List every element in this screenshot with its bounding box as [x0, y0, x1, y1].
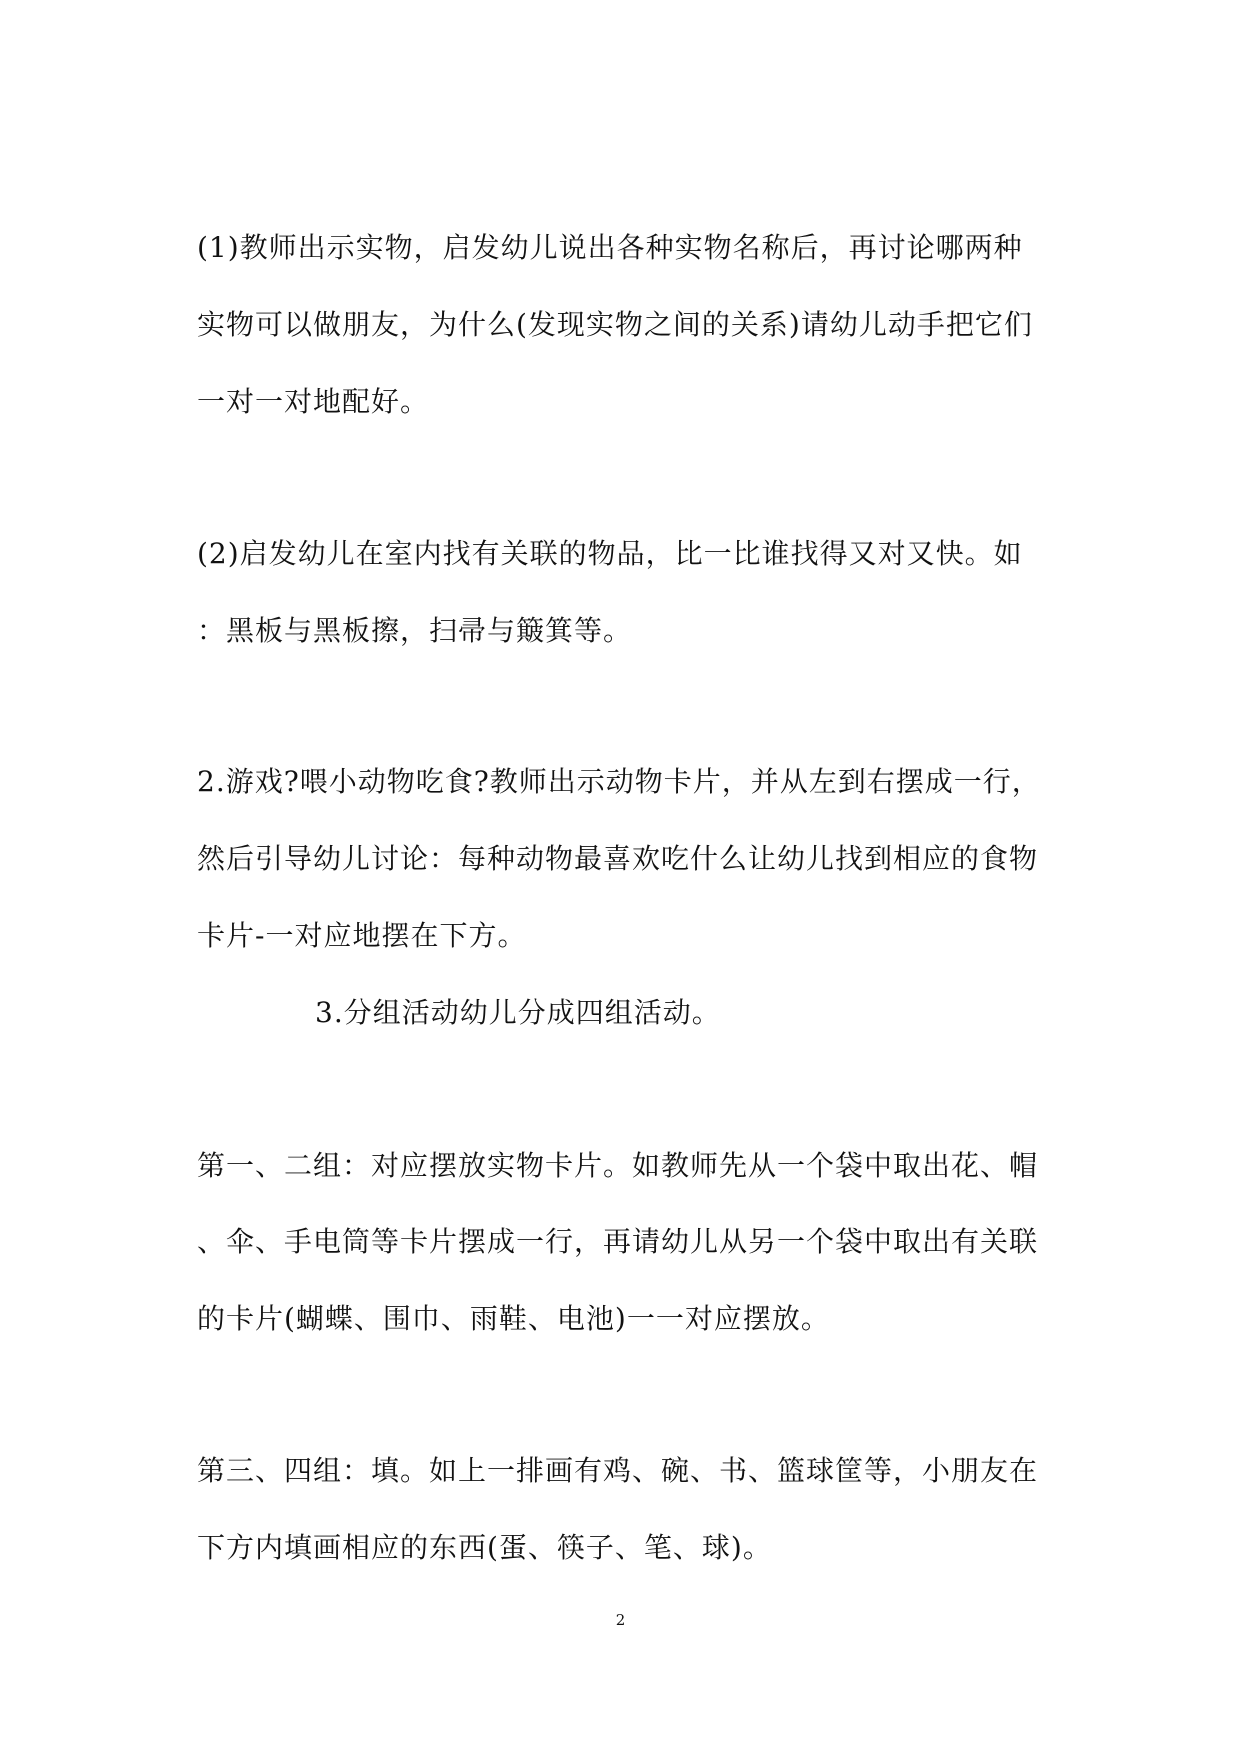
text-line: ：黑板与黑板擦，扫帚与簸箕等。 [197, 614, 633, 647]
text-line: 第三、四组：填。如上一排画有鸡、碗、书、篮球筐等，小朋友在 [197, 1454, 1039, 1487]
text-line: 实物可以做朋友，为什么(发现实物之间的关系)请幼儿动手把它们 [197, 308, 1033, 341]
page-number: 2 [615, 1611, 626, 1629]
text-line: 一对一对地配好。 [197, 385, 430, 418]
text-line: 、伞、手电筒等卡片摆成一行，再请幼儿从另一个袋中取出有关联 [197, 1225, 1039, 1258]
text-line: (2)启发幼儿在室内找有关联的物品，比一比谁找得又对又快。如 [197, 537, 1023, 570]
text-line: 第一、二组：对应摆放实物卡片。如教师先从一个袋中取出花、帽 [197, 1149, 1039, 1182]
text-line: (1)教师出示实物，启发幼儿说出各种实物名称后，再讨论哪两种 [197, 231, 1023, 264]
text-line: 下方内填画相应的东西(蛋、筷子、笔、球)。 [197, 1531, 772, 1564]
text-line: 的卡片(蝴蝶、围巾、雨鞋、电池)一一对应摆放。 [197, 1302, 830, 1335]
text-line: 然后引导幼儿讨论：每种动物最喜欢吃什么让幼儿找到相应的食物 [197, 842, 1039, 875]
text-line-indented: 3.分组活动幼儿分成四组活动。 [315, 996, 721, 1029]
text-line: 2.游戏?喂小动物吃食?教师出示动物卡片，并从左到右摆成一行， [197, 765, 1041, 798]
text-line: 卡片-一对应地摆在下方。 [197, 919, 527, 952]
